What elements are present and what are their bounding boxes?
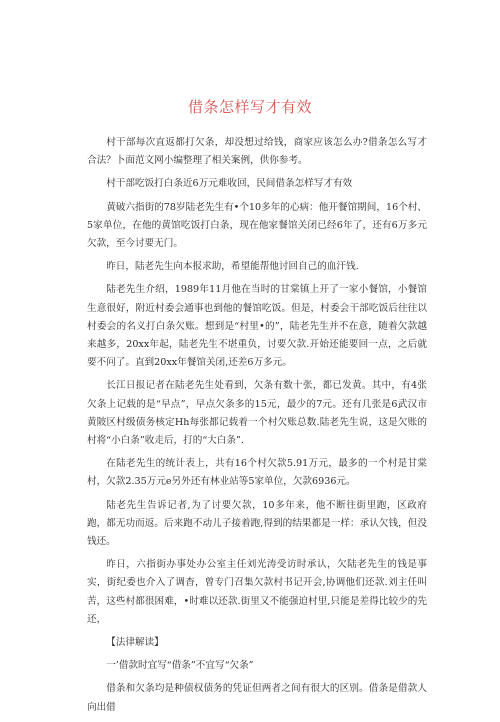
section-heading: 【法律解读】 xyxy=(106,637,164,649)
paragraph: 昨日，六指街办事处办公室主任刘光涛受访时承认，欠陆老先生的钱是事实，街纪委也介入了调杳，曾专门召集欠款村书记开会,协调他们还款.刘主任叫苦，这些村都很困难，•时难以还款.街里又不能强迫村里,只能是差得比较少的先还， xyxy=(87,559,427,625)
paragraph: 黄破六指街的78岁陆老先生有•个10多年的心病：他开餐馆期间，16个村、5家单位，在他的黄馆吃饭打白条，现在他家餐馆关闭已经6年了，还有6万多元欠款，至今讨要无门。 xyxy=(87,201,427,250)
document-body xyxy=(87,134,427,722)
paragraph: 借条和欠条均是种债权债务的凭证但两者之间有很大的区别。借条是借款人向出借 xyxy=(87,683,427,713)
paragraph: 在陆老先生的统计表上，共有16个村欠款5.91万元，最多的一个村是甘棠村，欠款2.35万元e另外还有林业站等5家单位，欠款6936元。 xyxy=(87,458,427,488)
subheading: 一’借款时宜写“借条”不宜写“欠条” xyxy=(106,660,254,672)
paragraph: 长江日报记者在陆老先生处看到，欠条有数十张，都已发黄。其中，有4张欠条上记载的是“早点”，早点欠条多的15元，最少的7元。还有几张是6武汉市黄陂区村级债务核定Hh每张都记载着一个村欠账总数.陆老先生说，这是欠账的村将“小白条”收走后，打的“大白条”. xyxy=(87,380,427,447)
paragraph: 村干部吃饭打白条近6万元难收回，民间借条怎样写才有效 xyxy=(106,178,353,190)
paragraph: 陆老先生介绍，1989年11月他在当时的甘棠镇上开了一家小餐馆，小餐馆生意很好，附近村委会通事也到他的餐馆吃饭。但是，村委会干部吃饭后往往以村委会的名义打白条欠账。想到是“村里•的”，陆老先生并不在意，随着欠款越来越多，20xx年起，陆老先生不堪重负，讨要欠款.开始还能要回一点，之后就要不问了。直到20xx年餐馆关闭,还差6万多元。 xyxy=(87,284,427,369)
document-title: 借条怎样写才有效 xyxy=(187,98,312,116)
paragraph: 昨日，陆老先生向本报求助，希望能帮他讨回自己的血汗钱. xyxy=(106,261,359,273)
paragraph: 陆老先生告诉记者,为了讨要欠款，10多年来，他不断往街里跑，区政府跑，都无功而返。后来跑不动儿子接着跑,得到的结果都是一样：承认欠钱，但没钱还。 xyxy=(87,499,427,548)
paragraph: 村干部每次直返都打欠条，却没想过给钱，商家应该怎么办?借条怎么写才合法？卜面范文网小编整理了相关案例，供你参考。 xyxy=(87,137,427,167)
